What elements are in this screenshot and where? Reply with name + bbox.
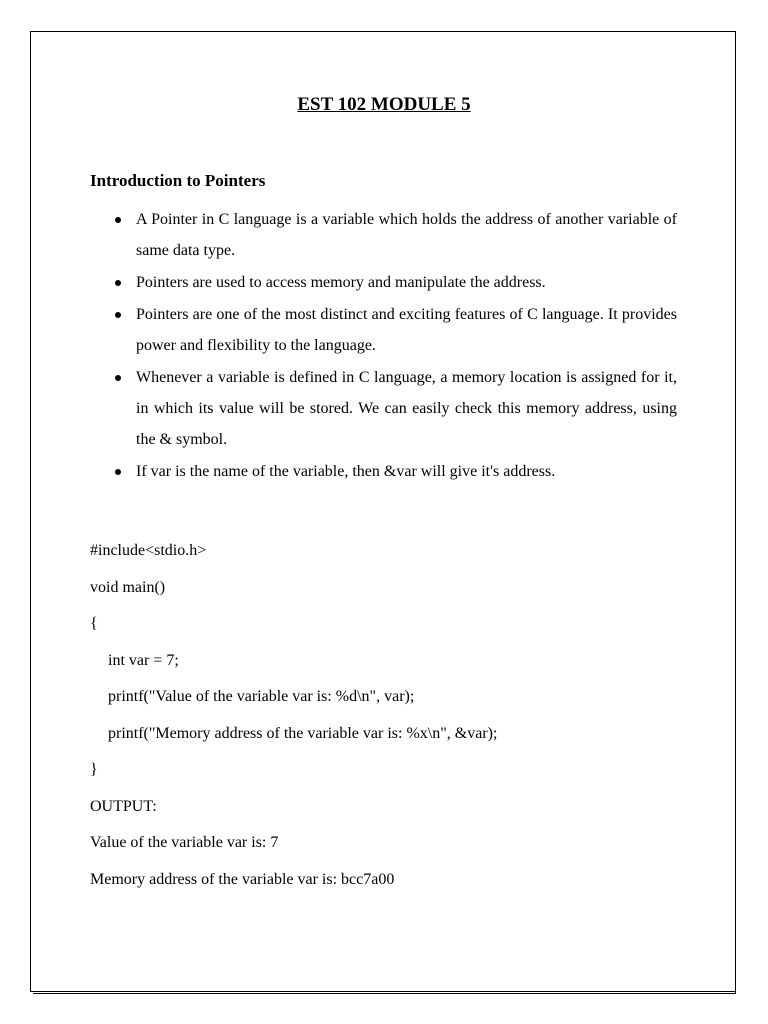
bullet-dot-icon [115, 469, 121, 475]
code-line-main: void main() [90, 578, 166, 596]
code-line-include: #include<stdio.h> [90, 542, 207, 559]
code-line-printf-value: printf("Value of the variable var is: %d\n", var); [108, 688, 415, 705]
code-line-printf-address: printf("Memory address of the variable var is: %x\n", &var); [108, 724, 498, 742]
bullet-item [90, 299, 677, 361]
bullet-text: Whenever a variable is defined in C language, a memory location is assigned for it, in which its value will be stored. We can easily check this memory address, using the & symbol. [136, 369, 677, 448]
code-line-close-brace: } [90, 761, 98, 778]
output-heading: OUTPUT: [90, 797, 157, 815]
bullet-text: Pointers are one of the most distinct and exciting features of C language. It provides power and flexibility to the language. [136, 306, 677, 354]
bullet-item [90, 362, 677, 455]
code-line-declaration: int var = 7; [108, 651, 179, 669]
bullet-dot-icon [115, 375, 121, 381]
bullet-dot-icon [115, 217, 121, 223]
bullet-text: If var is the name of the variable, then &var will give it's address. [136, 463, 556, 480]
code-example [90, 533, 690, 898]
bullet-text: A Pointer in C language is a variable which holds the address of another variable of same data type. [136, 211, 677, 259]
bullet-dot-icon [115, 280, 121, 286]
bullet-list [90, 204, 677, 488]
bullet-dot-icon [115, 312, 121, 318]
section-heading: Introduction to Pointers [90, 171, 266, 190]
bullet-item [90, 456, 677, 487]
document-title: EST 102 MODULE 5 [297, 94, 471, 115]
bullet-item [90, 204, 677, 266]
bullet-item [90, 267, 677, 298]
output-line-value: Value of the variable var is: 7 [90, 834, 279, 851]
bullet-text: Pointers are used to access memory and manipulate the address. [136, 274, 546, 291]
code-line-open-brace: { [90, 615, 98, 632]
output-line-address: Memory address of the variable var is: bcc7a00 [90, 870, 395, 888]
